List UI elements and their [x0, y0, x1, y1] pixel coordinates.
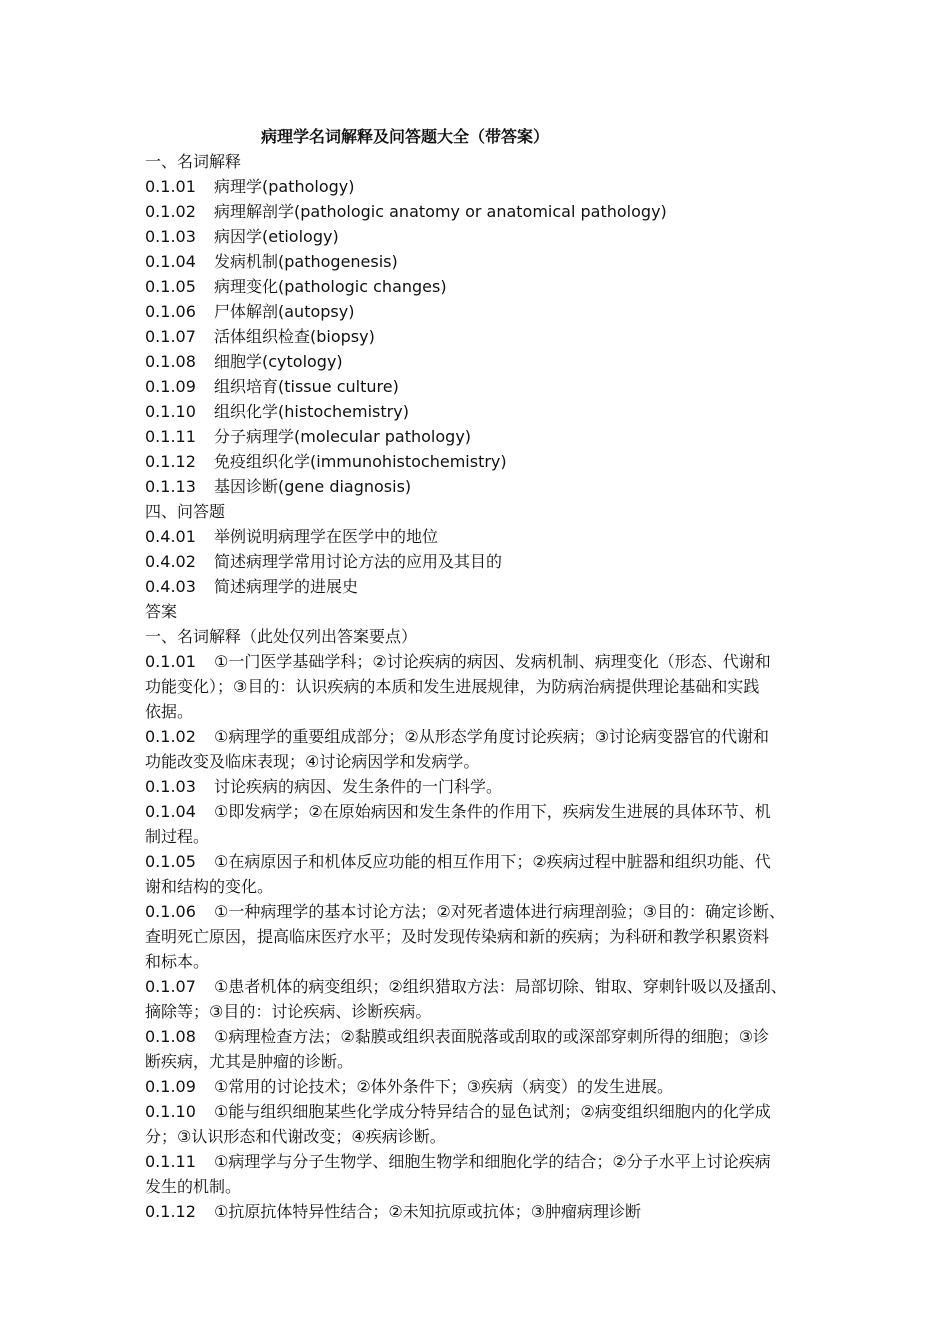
- term-item-number: 0.1.01: [145, 177, 196, 196]
- answer-line: [145, 1149, 825, 1174]
- answer-item: [145, 899, 825, 974]
- section-heading-terms: 一、名词解释: [145, 152, 242, 171]
- question-item-text: 举例说明病理学在医学中的地位: [214, 527, 439, 546]
- term-item-number: 0.1.12: [145, 452, 196, 471]
- answer-text: 发生的机制。: [145, 1177, 242, 1196]
- answer-line: [145, 1124, 825, 1149]
- answer-line: [145, 674, 825, 699]
- answer-text: ①常用的讨论技术；②体外条件下；③疾病（病变）的发生进展。: [214, 1077, 674, 1096]
- answer-line: [145, 1024, 825, 1049]
- answer-item: [145, 1099, 825, 1149]
- answer-item: [145, 724, 825, 774]
- answer-line: [145, 699, 825, 724]
- answer-number: 0.1.10: [145, 1102, 196, 1121]
- answer-text: ①患者机体的病变组织；②组织猎取方法：局部切除、钳取、穿刺针吸以及搔刮、: [214, 977, 787, 996]
- question-item: [145, 574, 825, 599]
- answer-item: [145, 1024, 825, 1074]
- question-item-text: 简述病理学常用讨论方法的应用及其目的: [214, 552, 503, 571]
- answer-text: ①病理检查方法；②黏膜或组织表面脱落或刮取的或深部穿刺所得的细胞；③诊: [214, 1027, 770, 1046]
- answer-item: [145, 849, 825, 899]
- answer-number: 0.1.05: [145, 852, 196, 871]
- term-item-text: 组织培育(tissue culture): [214, 377, 399, 396]
- answer-text: 摘除等；③目的：讨论疾病、诊断疾病。: [145, 1002, 432, 1021]
- terms-list: [145, 174, 825, 499]
- answer-item: [145, 799, 825, 849]
- question-item-text: 简述病理学的进展史: [214, 577, 359, 596]
- term-item: [145, 374, 825, 399]
- answer-text: ①即发病学；②在原始病因和发生条件的作用下，疾病发生进展的具体环节、机: [214, 802, 771, 821]
- term-item-number: 0.1.13: [145, 477, 196, 496]
- term-item-text: 病理解剖学(pathologic anatomy or anatomical pathology): [214, 202, 667, 221]
- term-item-number: 0.1.06: [145, 302, 196, 321]
- question-item-number: 0.4.03: [145, 577, 196, 596]
- answer-number: 0.1.08: [145, 1027, 196, 1046]
- term-item-number: 0.1.07: [145, 327, 196, 346]
- answer-line: [145, 1049, 825, 1074]
- term-item: [145, 274, 825, 299]
- answer-text: 查明死亡原因，提高临床医疗水平；及时发现传染病和新的疾病；为科研和教学积累资料: [145, 927, 770, 946]
- term-item-text: 病理变化(pathologic changes): [214, 277, 447, 296]
- answer-item: [145, 649, 825, 724]
- term-item: [145, 324, 825, 349]
- term-item-text: 活体组织检查(biopsy): [214, 327, 375, 346]
- answers-sub-heading: 一、名词解释（此处仅列出答案要点）: [145, 627, 418, 646]
- term-item: [145, 199, 825, 224]
- term-item-text: 细胞学(cytology): [214, 352, 343, 371]
- answer-line: [145, 974, 825, 999]
- answer-text: 谢和结构的变化。: [145, 877, 274, 896]
- answer-line: [145, 1074, 825, 1099]
- term-item-number: 0.1.08: [145, 352, 196, 371]
- term-item: [145, 249, 825, 274]
- answer-number: 0.1.06: [145, 902, 196, 921]
- term-item-text: 组织化学(histochemistry): [214, 402, 409, 421]
- answer-line: [145, 1199, 825, 1224]
- answer-line: [145, 1174, 825, 1199]
- answer-line: [145, 924, 825, 949]
- answer-text: 断疾病，尤其是肿瘤的诊断。: [145, 1052, 354, 1071]
- answer-text: 功能改变及临床表现；④讨论病因学和发病学。: [145, 752, 480, 771]
- term-item-text: 发病机制(pathogenesis): [214, 252, 398, 271]
- answer-text: ①能与组织细胞某些化学成分特异结合的显色试剂；②病变组织细胞内的化学成: [214, 1102, 771, 1121]
- answer-text: 依据。: [145, 702, 194, 721]
- answer-item: [145, 1074, 825, 1099]
- answer-item: [145, 1199, 825, 1224]
- answer-text: 讨论疾病的病因、发生条件的一门科学。: [214, 777, 503, 796]
- answer-text: 功能变化）；③目的：认识疾病的本质和发生进展规律，为防病治病提供理论基础和实践: [145, 677, 760, 696]
- term-item-number: 0.1.11: [145, 427, 196, 446]
- answer-line: [145, 824, 825, 849]
- term-item-text: 病理学(pathology): [214, 177, 355, 196]
- answer-number: 0.1.11: [145, 1152, 196, 1171]
- answer-text: ①一种病理学的基本讨论方法；②对死者遗体进行病理剖验；③目的：确定诊断、: [214, 902, 786, 921]
- term-item: [145, 399, 825, 424]
- term-item-text: 尸体解剖(autopsy): [214, 302, 355, 321]
- answer-line: [145, 724, 825, 749]
- term-item: [145, 174, 825, 199]
- answer-line: [145, 999, 825, 1024]
- term-item-number: 0.1.10: [145, 402, 196, 421]
- answer-line: [145, 649, 825, 674]
- page-title: 病理学名词解释及问答题大全（带答案）: [261, 127, 550, 146]
- answer-line: [145, 899, 825, 924]
- term-item: [145, 349, 825, 374]
- answer-text: ①病理学的重要组成部分；②从形态学角度讨论疾病；③讨论病变器官的代谢和: [214, 727, 770, 746]
- answer-line: [145, 799, 825, 824]
- answer-number: 0.1.09: [145, 1077, 196, 1096]
- answer-number: 0.1.04: [145, 802, 196, 821]
- term-item: [145, 474, 825, 499]
- questions-list: [145, 524, 825, 599]
- term-item-number: 0.1.05: [145, 277, 196, 296]
- term-item-number: 0.1.04: [145, 252, 196, 271]
- answer-line: [145, 874, 825, 899]
- term-item-number: 0.1.03: [145, 227, 196, 246]
- section-heading-questions: 四、问答题: [145, 502, 226, 521]
- question-item-number: 0.4.02: [145, 552, 196, 571]
- answer-line: [145, 749, 825, 774]
- term-item: [145, 299, 825, 324]
- question-item: [145, 549, 825, 574]
- answer-number: 0.1.12: [145, 1202, 196, 1221]
- answer-item: [145, 774, 825, 799]
- answer-line: [145, 949, 825, 974]
- answer-number: 0.1.02: [145, 727, 196, 746]
- answer-text: ①病理学与分子生物学、细胞生物学和细胞化学的结合；②分子水平上讨论疾病: [214, 1152, 771, 1171]
- term-item-text: 基因诊断(gene diagnosis): [214, 477, 412, 496]
- term-item-number: 0.1.09: [145, 377, 196, 396]
- answer-item: [145, 974, 825, 1024]
- document-body: [145, 124, 825, 1224]
- answer-text: ①一门医学基础学科；②讨论疾病的病因、发病机制、病理变化（形态、代谢和: [214, 652, 771, 671]
- answer-item: [145, 1149, 825, 1199]
- answer-number: 0.1.07: [145, 977, 196, 996]
- question-item-number: 0.4.01: [145, 527, 196, 546]
- term-item-text: 免疫组织化学(immunohistochemistry): [214, 452, 507, 471]
- term-item: [145, 424, 825, 449]
- answer-text: 和标本。: [145, 952, 210, 971]
- answer-number: 0.1.03: [145, 777, 196, 796]
- answers-heading: 答案: [145, 602, 178, 621]
- term-item: [145, 224, 825, 249]
- answer-text: 制过程。: [145, 827, 210, 846]
- term-item-text: 分子病理学(molecular pathology): [214, 427, 472, 446]
- answer-text: ①在病原因子和机体反应功能的相互作用下；②疾病过程中脏器和组织功能、代: [214, 852, 771, 871]
- answer-line: [145, 849, 825, 874]
- answer-number: 0.1.01: [145, 652, 196, 671]
- question-item: [145, 524, 825, 549]
- answer-line: [145, 1099, 825, 1124]
- term-item: [145, 449, 825, 474]
- answer-text: ①抗原抗体特异性结合；②未知抗原或抗体；③肿瘤病理诊断: [214, 1202, 642, 1221]
- answer-text: 分；③认识形态和代谢改变；④疾病诊断。: [145, 1127, 446, 1146]
- answers-list: [145, 649, 825, 1224]
- term-item-text: 病因学(etiology): [214, 227, 339, 246]
- term-item-number: 0.1.02: [145, 202, 196, 221]
- answer-line: [145, 774, 825, 799]
